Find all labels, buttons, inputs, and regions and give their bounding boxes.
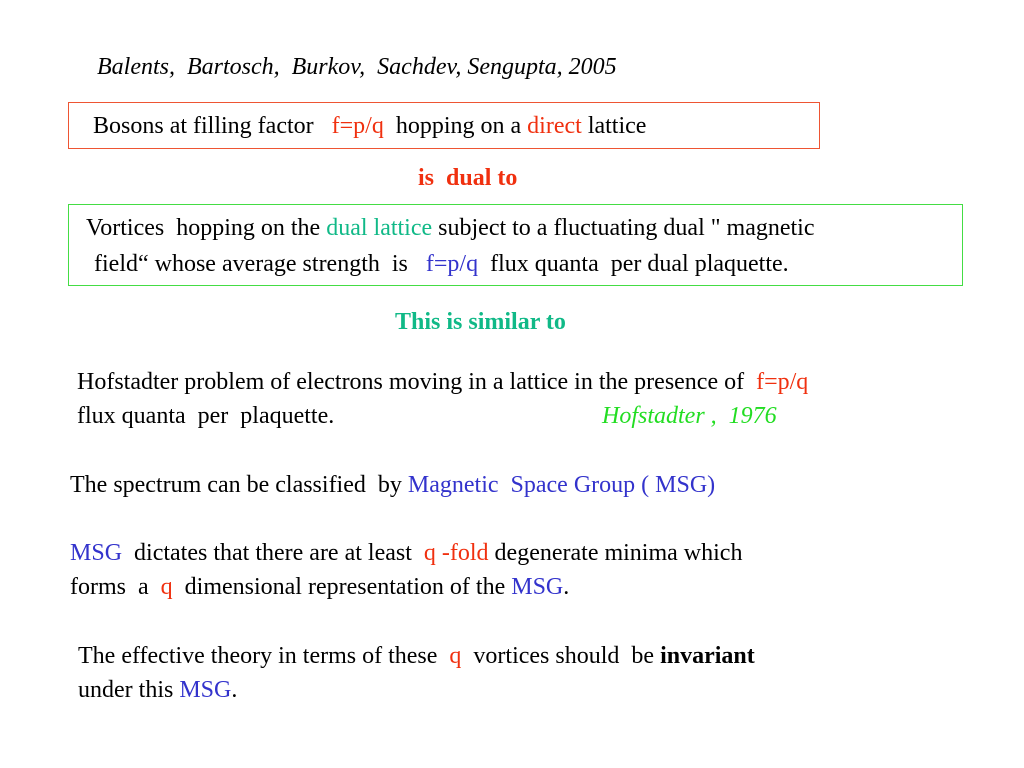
filling-factor: f=p/q: [331, 113, 384, 139]
text: forms a: [70, 574, 161, 600]
dual-to-heading: is dual to: [418, 165, 518, 191]
effective-line-2: [78, 676, 237, 704]
text: dimensional representation of the: [172, 574, 512, 600]
msg-line-1: [70, 539, 742, 567]
text: The effective theory in terms of these: [78, 643, 450, 669]
text: .: [563, 574, 570, 600]
filling-factor: f=p/q: [425, 251, 479, 277]
hofstadter-line-1: [77, 368, 808, 396]
dual-lattice-highlight: dual lattice: [326, 215, 433, 241]
text: dictates that there are at least: [122, 540, 424, 566]
invariant-emphasis: invariant: [660, 643, 755, 669]
text: under this: [78, 677, 180, 703]
text: degenerate minima which: [488, 540, 743, 566]
text: subject to a fluctuating dual " magnetic: [432, 215, 815, 241]
text: The spectrum can be classified by: [70, 472, 408, 498]
spectrum-line: [70, 471, 715, 499]
q-fold-highlight: q -fold: [423, 540, 489, 566]
msg-highlight: MSG: [511, 574, 564, 600]
q-highlight: q: [449, 643, 462, 669]
msg-line-2: [70, 573, 569, 601]
hofstadter-line-2: flux quanta per plaquette.: [77, 403, 335, 429]
effective-line-1: [78, 642, 755, 670]
vortex-line-2: [94, 250, 789, 278]
hofstadter-citation: Hofstadter , 1976: [602, 403, 777, 429]
text: .: [231, 677, 238, 703]
text: flux quanta per dual plaquette.: [478, 251, 789, 277]
filling-factor: f=p/q: [756, 369, 809, 395]
text: hopping on a: [383, 113, 528, 139]
direct-highlight: direct: [527, 113, 582, 139]
msg-highlight: MSG: [179, 677, 232, 703]
msg-highlight: Magnetic Space Group ( MSG): [407, 472, 716, 498]
text: field“ whose average strength is: [94, 251, 426, 277]
vortex-line-1: [86, 214, 815, 242]
boson-statement: [93, 112, 646, 140]
similar-to-heading: This is similar to: [395, 309, 566, 335]
q-highlight: q: [160, 574, 173, 600]
text: vortices should be: [461, 643, 661, 669]
msg-highlight: MSG: [70, 540, 123, 566]
text: Hofstadter problem of electrons moving in a lattice in the presence of: [77, 369, 757, 395]
text: lattice: [581, 113, 647, 139]
authors-citation: Balents, Bartosch, Burkov, Sachdev, Sengupta, 2005: [97, 54, 617, 80]
text: Vortices hopping on the: [86, 215, 327, 241]
text: Bosons at filling factor: [93, 113, 332, 139]
